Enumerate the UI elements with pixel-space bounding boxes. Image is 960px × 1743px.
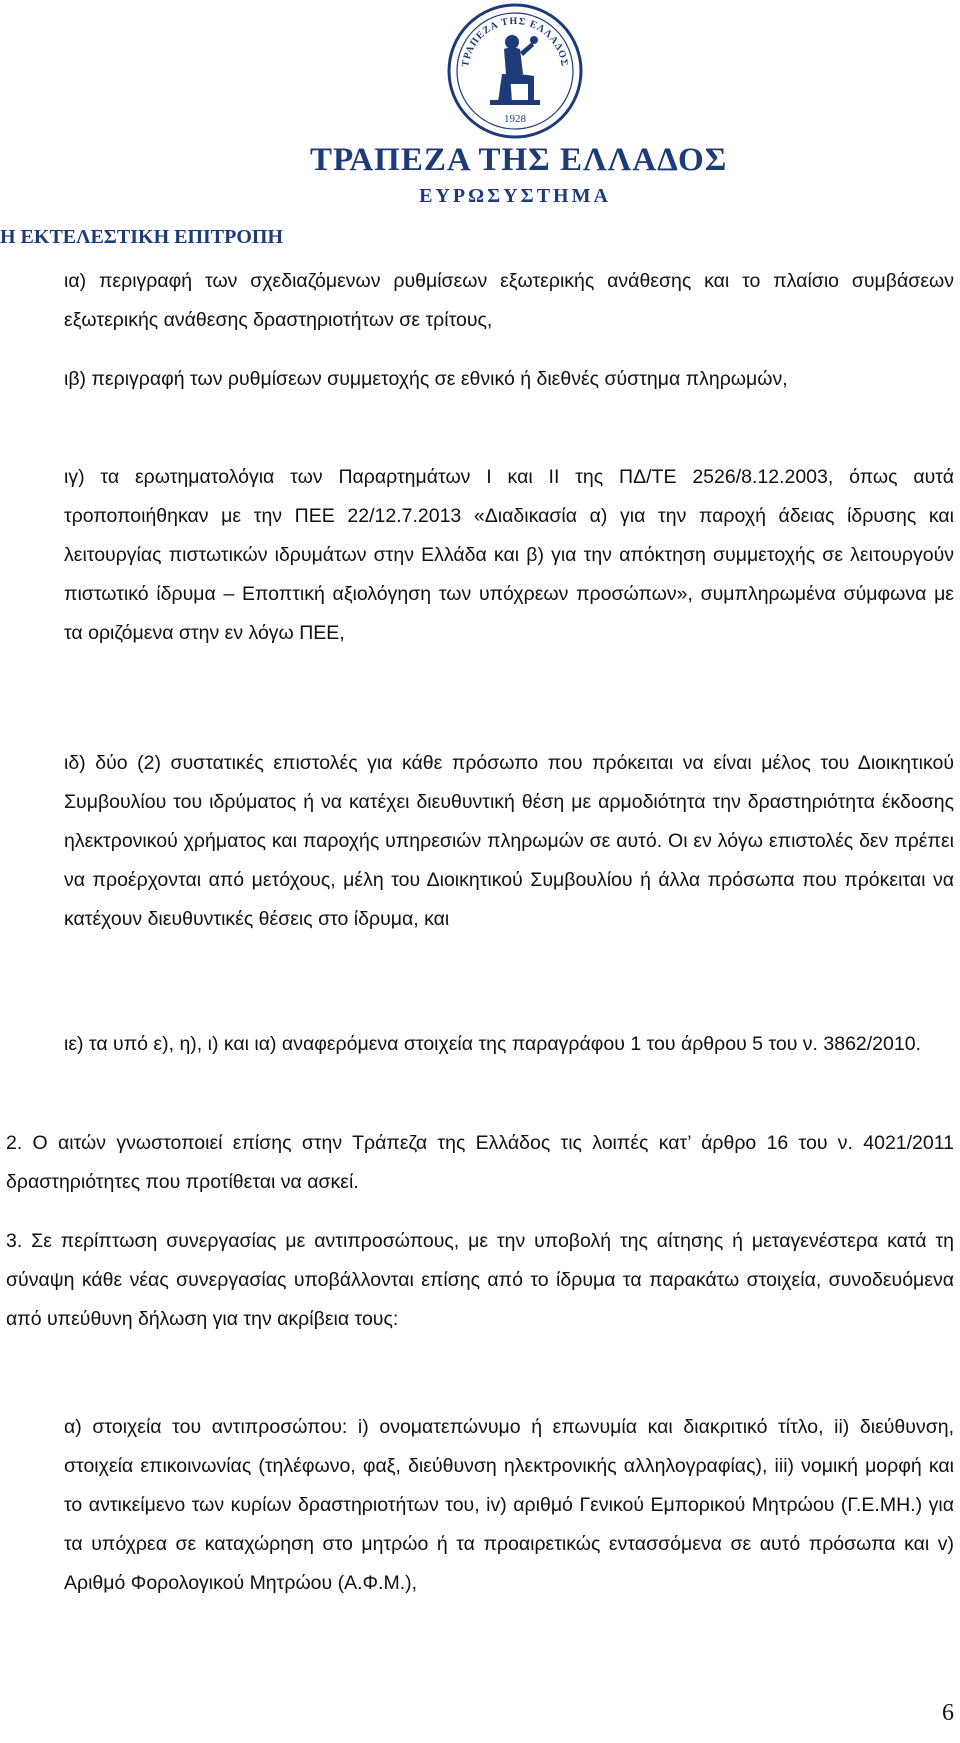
seal-year: 1928: [504, 113, 526, 125]
bank-name: ΤΡΑΠΕΖΑ ΤΗΣ ΕΛΛΑΔΟΣ: [310, 142, 728, 178]
list-item-ib: ιβ) περιγραφή των ρυθμίσεων συμμετοχής σε εθνικό ή διεθνές σύστημα πληρωμών,: [64, 368, 788, 390]
eurosystem-label: ΕΥΡΩΣΥΣΤΗΜΑ: [419, 185, 611, 207]
seal-text: ΤΡΑΠΕΖΑ ΤΗΣ ΕΛΛΑΔΟΣ: [460, 15, 570, 68]
bank-seal-icon: [446, 2, 584, 140]
bank-logo: [310, 2, 728, 212]
page-number: 6: [942, 1700, 954, 1726]
list-item-a: α) στοιχεία του αντιπροσώπου: i) ονοματεπώνυμο ή επωνυμία και διακριτικό τίτλο, ii) διεύθυνση, στοιχεία επικοινωνίας (τηλέφωνο, φαξ, διεύθυνση ηλεκτρονικής αλληλογραφίας), iii) νομική μορφή και το αντικείμενο των κυρίων δραστηριοτήτων του, iv) αριθμό Γενικού Εμπορικού Μητρώου (Γ.Ε.ΜΗ.) για τα υπόχρεα σε καταχώρηση στο μητρώο ή τα προαιρετικώς εντασσόμενα σε αυτό πρόσωπα και v) Αριθμό Φορολογικού Μητρώου (Α.Φ.Μ.),: [64, 1416, 954, 1594]
list-item-id: ιδ) δύο (2) συστατικές επιστολές για κάθε πρόσωπο που πρόκειται να είναι μέλος του Διοικητικού Συμβουλίου του ιδρύματος ή να κατέχει διευθυντική θέση με αρμοδιότητα την δραστηριότητα έκδοσης ηλεκτρονικού χρήματος και παροχής υπηρεσιών πληρωμών σε αυτό. Οι εν λόγω επιστολές δεν πρέπει να προέρχονται από μετόχους, μέλη του Διοικητικού Συμβουλίου ή άλλα πρόσωπα που πρόκειται να κατέχουν διευθυντικές θέσεις στο ίδρυμα, και: [64, 752, 954, 930]
paragraph-3: 3. Σε περίπτωση συνεργασίας με αντιπροσώπους, με την υποβολή της αίτησης ή μεταγενέστερα κατά τη σύναψη κάθε νέας συνεργασίας υποβάλλονται επίσης από το ίδρυμα τα παρακάτω στοιχεία, συνοδευόμενα από υπεύθυνη δήλωση για την ακρίβεια τους:: [6, 1230, 954, 1330]
list-item-ig: ιγ) τα ερωτηματολόγια των Παραρτημάτων Ι και ΙΙ της ΠΔ/ΤΕ 2526/8.12.2003, όπως αυτά τροποποιήθηκαν με την ΠΕΕ 22/12.7.2013 «Διαδικασία α) για την παροχή άδειας ίδρυσης και λειτουργίας πιστωτικών ιδρυμάτων στην Ελλάδα και β) για την απόκτηση συμμετοχής σε λειτουργούν πιστωτικό ίδρυμα – Εποπτική αξιολόγηση των υπόχρεων προσώπων», συμπληρωμένα σύμφωνα με τα οριζόμενα στην εν λόγω ΠΕΕ,: [64, 466, 954, 644]
list-item-ia: ια) περιγραφή των σχεδιαζόμενων ρυθμίσεων εξωτερικής ανάθεσης και το πλαίσιο συμβάσεων εξωτερικής ανάθεσης δραστηριοτήτων σε τρίτους,: [64, 270, 954, 331]
paragraph-2: 2. Ο αιτών γνωστοποιεί επίσης στην Τράπεζα της Ελλάδος τις λοιπές κατ’ άρθρο 16 του ν. 4021/2011 δραστηριότητες που προτίθεται να ασκεί.: [6, 1132, 954, 1193]
list-item-ie: ιε) τα υπό ε), η), ι) και ια) αναφερόμενα στοιχεία της παραγράφου 1 του άρθρου 5 του ν. 3862/2010.: [64, 1033, 921, 1055]
executive-committee-heading: Η ΕΚΤΕΛΕΣΤΙΚΗ ΕΠΙΤΡΟΠΗ: [0, 226, 284, 248]
